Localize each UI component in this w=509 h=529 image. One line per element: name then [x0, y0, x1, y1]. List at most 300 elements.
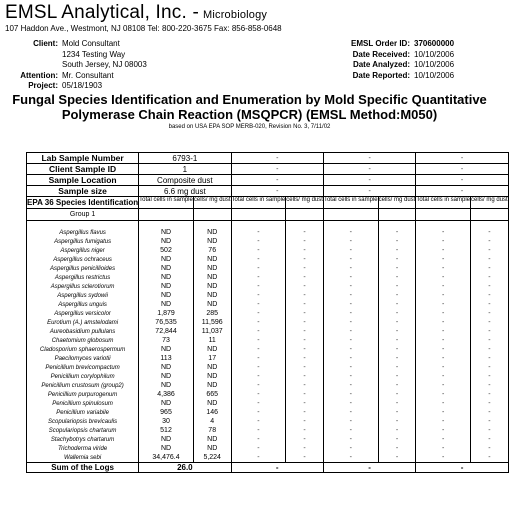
sample-row-empty: -: [416, 175, 508, 186]
species-empty-cell: -: [378, 408, 416, 417]
species-empty-cell: -: [323, 426, 378, 435]
species-empty-cell: -: [231, 336, 286, 345]
species-empty-cell: -: [378, 381, 416, 390]
species-empty-cell: -: [231, 237, 286, 246]
spacer-cell: [27, 221, 139, 229]
species-cells-per-mg: 76: [193, 246, 231, 255]
species-empty-cell: -: [286, 345, 324, 354]
species-cells-per-mg: 146: [193, 408, 231, 417]
col-total-cells-header: Total cells in sample: [139, 197, 194, 209]
species-empty-cell: -: [378, 345, 416, 354]
species-empty-cell: -: [286, 354, 324, 363]
col-cells-per-mg-header: cells/ mg dust: [286, 197, 324, 209]
species-empty-cell: -: [231, 372, 286, 381]
order-id-label: EMSL Order ID:: [351, 39, 410, 48]
species-empty-cell: -: [231, 381, 286, 390]
species-empty-cell: -: [323, 435, 378, 444]
species-empty-cell: -: [323, 399, 378, 408]
species-name: Penicillium brevicompactum: [27, 363, 139, 372]
species-empty-cell: -: [378, 282, 416, 291]
species-empty-cell: -: [286, 309, 324, 318]
species-empty-cell: -: [231, 408, 286, 417]
species-empty-cell: -: [323, 246, 378, 255]
species-name: Eurotium (A.) amstelodami: [27, 318, 139, 327]
species-empty-cell: -: [286, 291, 324, 300]
species-empty-cell: -: [416, 381, 471, 390]
sample-row-empty: -: [231, 175, 323, 186]
species-row: [27, 435, 509, 444]
species-empty-cell: -: [378, 372, 416, 381]
group-header-row: [27, 209, 509, 221]
species-empty-cell: -: [416, 228, 471, 237]
species-total-cells: ND: [139, 237, 194, 246]
species-row: [27, 399, 509, 408]
species-empty-cell: -: [471, 228, 509, 237]
species-name: Aspergillus penicillioides: [27, 264, 139, 273]
species-empty-cell: -: [378, 354, 416, 363]
species-empty-cell: -: [231, 435, 286, 444]
species-row: [27, 453, 509, 463]
species-empty-cell: -: [323, 372, 378, 381]
species-empty-cell: -: [378, 228, 416, 237]
report-title-line2: Polymerase Chain Reaction (MSQPCR) (EMSL Method:M050): [61, 107, 438, 122]
species-empty-cell: -: [231, 273, 286, 282]
date-reported-value: 10/10/2006: [414, 70, 455, 80]
species-empty-cell: -: [323, 381, 378, 390]
company-address: 107 Haddon Ave., Westmont, NJ 08108 Tel: 800-220-3675 Fax: 856-858-0648: [5, 24, 282, 33]
species-total-cells: ND: [139, 291, 194, 300]
species-total-cells: ND: [139, 381, 194, 390]
species-empty-cell: -: [286, 237, 324, 246]
species-empty-cell: -: [471, 336, 509, 345]
species-empty-cell: -: [323, 309, 378, 318]
species-row: [27, 327, 509, 336]
species-empty-cell: -: [471, 453, 509, 463]
client-label: Client:: [33, 39, 58, 48]
date-analyzed-value: 10/10/2006: [414, 60, 455, 69]
species-empty-cell: -: [286, 255, 324, 264]
sample-row-empty: -: [416, 164, 508, 175]
species-total-cells: ND: [139, 228, 194, 237]
sample-info-row: [27, 175, 509, 186]
species-empty-cell: -: [416, 246, 471, 255]
sample-row-value: 1: [139, 164, 231, 175]
header-spacer-cell: [286, 209, 324, 221]
species-name: Aspergillus unguis: [27, 300, 139, 309]
species-empty-cell: -: [471, 381, 509, 390]
species-empty-cell: -: [323, 336, 378, 345]
species-empty-cell: -: [416, 255, 471, 264]
species-empty-cell: -: [286, 381, 324, 390]
sample-info-row: [27, 164, 509, 175]
species-empty-cell: -: [471, 264, 509, 273]
species-empty-cell: -: [231, 426, 286, 435]
species-row: [27, 345, 509, 354]
species-empty-cell: -: [378, 309, 416, 318]
sample-row-value: 6793-1: [139, 153, 231, 164]
col-total-cells-header: Total cells in sample: [323, 197, 378, 209]
species-name: Aspergillus fumigatus: [27, 237, 139, 246]
client-city: South Jersey, NJ 08003: [62, 60, 147, 69]
species-name: Penicillium corylophilum: [27, 372, 139, 381]
order-id-value: 370600000: [414, 39, 455, 48]
species-empty-cell: -: [231, 417, 286, 426]
spacer-cell: [231, 221, 286, 229]
species-empty-cell: -: [471, 309, 509, 318]
species-empty-cell: -: [378, 327, 416, 336]
species-empty-cell: -: [416, 345, 471, 354]
species-row: [27, 273, 509, 282]
division-label: Microbiology: [202, 9, 268, 21]
species-empty-cell: -: [231, 228, 286, 237]
species-row: [27, 408, 509, 417]
species-empty-cell: -: [378, 390, 416, 399]
species-empty-cell: -: [323, 417, 378, 426]
species-row: [27, 246, 509, 255]
species-name: Penicillium spinulosum: [27, 399, 139, 408]
species-empty-cell: -: [416, 327, 471, 336]
species-empty-cell: -: [471, 399, 509, 408]
species-empty-cell: -: [416, 408, 471, 417]
species-empty-cell: -: [416, 300, 471, 309]
species-empty-cell: -: [378, 417, 416, 426]
species-empty-cell: -: [286, 408, 324, 417]
species-empty-cell: -: [378, 399, 416, 408]
species-cells-per-mg: ND: [193, 435, 231, 444]
species-empty-cell: -: [231, 444, 286, 453]
species-total-cells: 73: [139, 336, 194, 345]
species-empty-cell: -: [416, 399, 471, 408]
sample-info-row: [27, 186, 509, 197]
species-empty-cell: -: [471, 318, 509, 327]
species-empty-cell: -: [378, 453, 416, 463]
species-row: [27, 444, 509, 453]
species-total-cells: ND: [139, 300, 194, 309]
species-total-cells: 502: [139, 246, 194, 255]
sample-row-empty: -: [323, 175, 415, 186]
species-empty-cell: -: [471, 426, 509, 435]
species-empty-cell: -: [323, 228, 378, 237]
spacer-cell: [471, 221, 509, 229]
spacer-cell: [286, 221, 324, 229]
species-cells-per-mg: ND: [193, 444, 231, 453]
species-empty-cell: -: [231, 345, 286, 354]
species-empty-cell: -: [286, 273, 324, 282]
species-empty-cell: -: [231, 354, 286, 363]
species-empty-cell: -: [471, 435, 509, 444]
species-total-cells: ND: [139, 444, 194, 453]
species-empty-cell: -: [231, 390, 286, 399]
sample-info-row: [27, 153, 509, 164]
species-row: [27, 318, 509, 327]
species-empty-cell: -: [323, 345, 378, 354]
species-row: [27, 309, 509, 318]
species-row: [27, 282, 509, 291]
date-analyzed-label: Date Analyzed:: [352, 60, 410, 69]
species-cells-per-mg: 11: [193, 336, 231, 345]
species-empty-cell: -: [323, 300, 378, 309]
sample-row-empty: -: [231, 186, 323, 197]
species-empty-cell: -: [286, 363, 324, 372]
spacer-cell: [139, 221, 194, 229]
species-empty-cell: -: [286, 264, 324, 273]
species-empty-cell: -: [323, 444, 378, 453]
species-empty-cell: -: [323, 318, 378, 327]
species-row: [27, 363, 509, 372]
results-table: [26, 152, 509, 473]
species-name: Aspergillus flavus: [27, 228, 139, 237]
species-total-cells: ND: [139, 399, 194, 408]
species-cells-per-mg: 665: [193, 390, 231, 399]
species-name: Chaetomium globosum: [27, 336, 139, 345]
species-empty-cell: -: [231, 246, 286, 255]
species-empty-cell: -: [231, 291, 286, 300]
spacer-cell: [193, 221, 231, 229]
species-empty-cell: -: [286, 336, 324, 345]
species-cells-per-mg: ND: [193, 273, 231, 282]
species-empty-cell: -: [416, 363, 471, 372]
species-empty-cell: -: [378, 273, 416, 282]
species-empty-cell: -: [378, 363, 416, 372]
species-cells-per-mg: ND: [193, 291, 231, 300]
project-value: 05/18/1903: [62, 81, 103, 90]
species-name: Aspergillus ochraceus: [27, 255, 139, 264]
species-empty-cell: -: [416, 435, 471, 444]
species-row: [27, 264, 509, 273]
species-row: [27, 426, 509, 435]
project-label: Project:: [28, 81, 58, 90]
species-empty-cell: -: [323, 453, 378, 463]
sum-of-logs-row: [27, 463, 509, 473]
species-empty-cell: -: [471, 354, 509, 363]
species-empty-cell: -: [416, 444, 471, 453]
species-name: Aspergillus niger: [27, 246, 139, 255]
species-empty-cell: -: [286, 435, 324, 444]
species-empty-cell: -: [286, 390, 324, 399]
species-name: Scopulariopsis brevicaulis: [27, 417, 139, 426]
col-total-cells-header: Total cells in sample: [231, 197, 286, 209]
species-empty-cell: -: [323, 282, 378, 291]
species-cells-per-mg: ND: [193, 228, 231, 237]
species-empty-cell: -: [286, 444, 324, 453]
species-cells-per-mg: 17: [193, 354, 231, 363]
company-title: EMSL Analytical, Inc. -: [5, 2, 199, 23]
species-empty-cell: -: [416, 291, 471, 300]
species-name: Trichoderma viride: [27, 444, 139, 453]
col-cells-per-mg-header: cells/ mg dust: [471, 197, 509, 209]
species-cells-per-mg: ND: [193, 237, 231, 246]
sample-row-value: 6.6 mg dust: [139, 186, 231, 197]
species-empty-cell: -: [231, 264, 286, 273]
species-empty-cell: -: [416, 237, 471, 246]
sample-row-empty: -: [323, 164, 415, 175]
species-name: Aspergillus sydowii: [27, 291, 139, 300]
spacer-cell: [378, 221, 416, 229]
species-empty-cell: -: [323, 408, 378, 417]
species-empty-cell: -: [416, 354, 471, 363]
species-empty-cell: -: [286, 372, 324, 381]
species-empty-cell: -: [378, 426, 416, 435]
sum-of-logs-label: Sum of the Logs: [27, 463, 139, 473]
species-empty-cell: -: [231, 282, 286, 291]
species-name: Stachybotrys chartarum: [27, 435, 139, 444]
species-empty-cell: -: [416, 318, 471, 327]
header-spacer-cell: [471, 209, 509, 221]
species-total-cells: ND: [139, 345, 194, 354]
species-empty-cell: -: [471, 237, 509, 246]
species-empty-cell: -: [286, 282, 324, 291]
report-title: [0, 92, 499, 122]
species-empty-cell: -: [378, 255, 416, 264]
species-empty-cell: -: [471, 363, 509, 372]
species-empty-cell: -: [286, 318, 324, 327]
species-total-cells: 76,535: [139, 318, 194, 327]
order-info-block: [318, 39, 454, 81]
species-total-cells: ND: [139, 363, 194, 372]
species-cells-per-mg: ND: [193, 381, 231, 390]
species-empty-cell: -: [471, 255, 509, 264]
species-empty-cell: -: [286, 327, 324, 336]
species-empty-cell: -: [323, 273, 378, 282]
spacer-cell: [416, 221, 471, 229]
header-spacer-cell: [416, 209, 471, 221]
species-row: [27, 300, 509, 309]
species-total-cells: 4,386: [139, 390, 194, 399]
species-cells-per-mg: 285: [193, 309, 231, 318]
species-empty-cell: -: [378, 246, 416, 255]
species-total-cells: 965: [139, 408, 194, 417]
sample-row-label: Client Sample ID: [27, 164, 139, 175]
species-empty-cell: -: [471, 417, 509, 426]
species-name: Aspergillus versicolor: [27, 309, 139, 318]
header-spacer-cell: [378, 209, 416, 221]
species-empty-cell: -: [286, 300, 324, 309]
species-empty-cell: -: [323, 291, 378, 300]
species-total-cells: 30: [139, 417, 194, 426]
species-cells-per-mg: 78: [193, 426, 231, 435]
species-empty-cell: -: [416, 390, 471, 399]
species-empty-cell: -: [471, 345, 509, 354]
species-name: Wallemia sebi: [27, 453, 139, 463]
species-row: [27, 390, 509, 399]
species-empty-cell: -: [471, 327, 509, 336]
spacer-cell: [323, 221, 378, 229]
species-empty-cell: -: [286, 228, 324, 237]
species-empty-cell: -: [471, 372, 509, 381]
sum-of-logs-empty: -: [416, 463, 508, 473]
species-empty-cell: -: [286, 246, 324, 255]
sample-row-empty: -: [323, 186, 415, 197]
species-empty-cell: -: [378, 318, 416, 327]
species-empty-cell: -: [323, 363, 378, 372]
species-total-cells: 1,879: [139, 309, 194, 318]
sample-row-empty: -: [323, 153, 415, 164]
species-total-cells: 72,844: [139, 327, 194, 336]
species-name: Aureobasidium pullulans: [27, 327, 139, 336]
species-empty-cell: -: [378, 264, 416, 273]
species-total-cells: 34,476.4: [139, 453, 194, 463]
species-empty-cell: -: [231, 309, 286, 318]
header-spacer-cell: [231, 209, 286, 221]
species-empty-cell: -: [323, 354, 378, 363]
species-empty-cell: -: [378, 237, 416, 246]
company-name: [5, 2, 267, 24]
sample-row-value: Composite dust: [139, 175, 231, 186]
species-empty-cell: -: [416, 426, 471, 435]
species-row: [27, 336, 509, 345]
sample-row-empty: -: [231, 153, 323, 164]
col-cells-per-mg-header: cells/ mg dust: [193, 197, 231, 209]
sample-row-label: Lab Sample Number: [27, 153, 139, 164]
date-received-value: 10/10/2006: [414, 49, 455, 59]
species-cells-per-mg: ND: [193, 399, 231, 408]
species-empty-cell: -: [416, 372, 471, 381]
species-total-cells: ND: [139, 435, 194, 444]
species-name: Penicillium crustosum (group2): [27, 381, 139, 390]
species-empty-cell: -: [471, 282, 509, 291]
sample-row-empty: -: [231, 164, 323, 175]
col-cells-per-mg-header: cells/ mg dust: [378, 197, 416, 209]
species-empty-cell: -: [231, 399, 286, 408]
col-total-cells-header: Total cells in sample: [416, 197, 471, 209]
species-total-cells: ND: [139, 255, 194, 264]
species-row: [27, 291, 509, 300]
species-empty-cell: -: [416, 264, 471, 273]
species-empty-cell: -: [378, 300, 416, 309]
species-cells-per-mg: ND: [193, 264, 231, 273]
species-total-cells: ND: [139, 264, 194, 273]
report-title-line1: Fungal Species Identification and Enumeration by Mold Specific Quantitative: [12, 92, 487, 107]
species-empty-cell: -: [231, 318, 286, 327]
species-empty-cell: -: [323, 327, 378, 336]
header-spacer-cell: [193, 209, 231, 221]
species-cells-per-mg: 11,037: [193, 327, 231, 336]
species-empty-cell: -: [416, 417, 471, 426]
species-row: [27, 417, 509, 426]
species-empty-cell: -: [286, 417, 324, 426]
species-name: Penicillium purpurogenum: [27, 390, 139, 399]
species-cells-per-mg: ND: [193, 345, 231, 354]
species-total-cells: 512: [139, 426, 194, 435]
species-cells-per-mg: ND: [193, 372, 231, 381]
date-reported-label: Date Reported:: [352, 70, 410, 80]
species-row: [27, 372, 509, 381]
species-cells-per-mg: 11,596: [193, 318, 231, 327]
species-name: Penicillium variabile: [27, 408, 139, 417]
species-empty-cell: -: [231, 255, 286, 264]
species-empty-cell: -: [471, 408, 509, 417]
species-empty-cell: -: [231, 363, 286, 372]
date-received-label: Date Received:: [352, 49, 410, 59]
client-name: Mold Consultant: [62, 39, 120, 48]
species-empty-cell: -: [231, 300, 286, 309]
species-row: [27, 237, 509, 246]
species-name: Aspergillus sclerotiorum: [27, 282, 139, 291]
species-empty-cell: -: [378, 336, 416, 345]
species-empty-cell: -: [416, 282, 471, 291]
species-empty-cell: -: [378, 444, 416, 453]
species-total-cells: 113: [139, 354, 194, 363]
species-empty-cell: -: [286, 453, 324, 463]
species-empty-cell: -: [378, 291, 416, 300]
sample-row-label: Sample Location: [27, 175, 139, 186]
species-cells-per-mg: ND: [193, 300, 231, 309]
species-cells-per-mg: ND: [193, 255, 231, 264]
client-info-block: [5, 39, 147, 92]
header-spacer-cell: [139, 209, 194, 221]
species-row: [27, 255, 509, 264]
sample-row-label: Sample size: [27, 186, 139, 197]
